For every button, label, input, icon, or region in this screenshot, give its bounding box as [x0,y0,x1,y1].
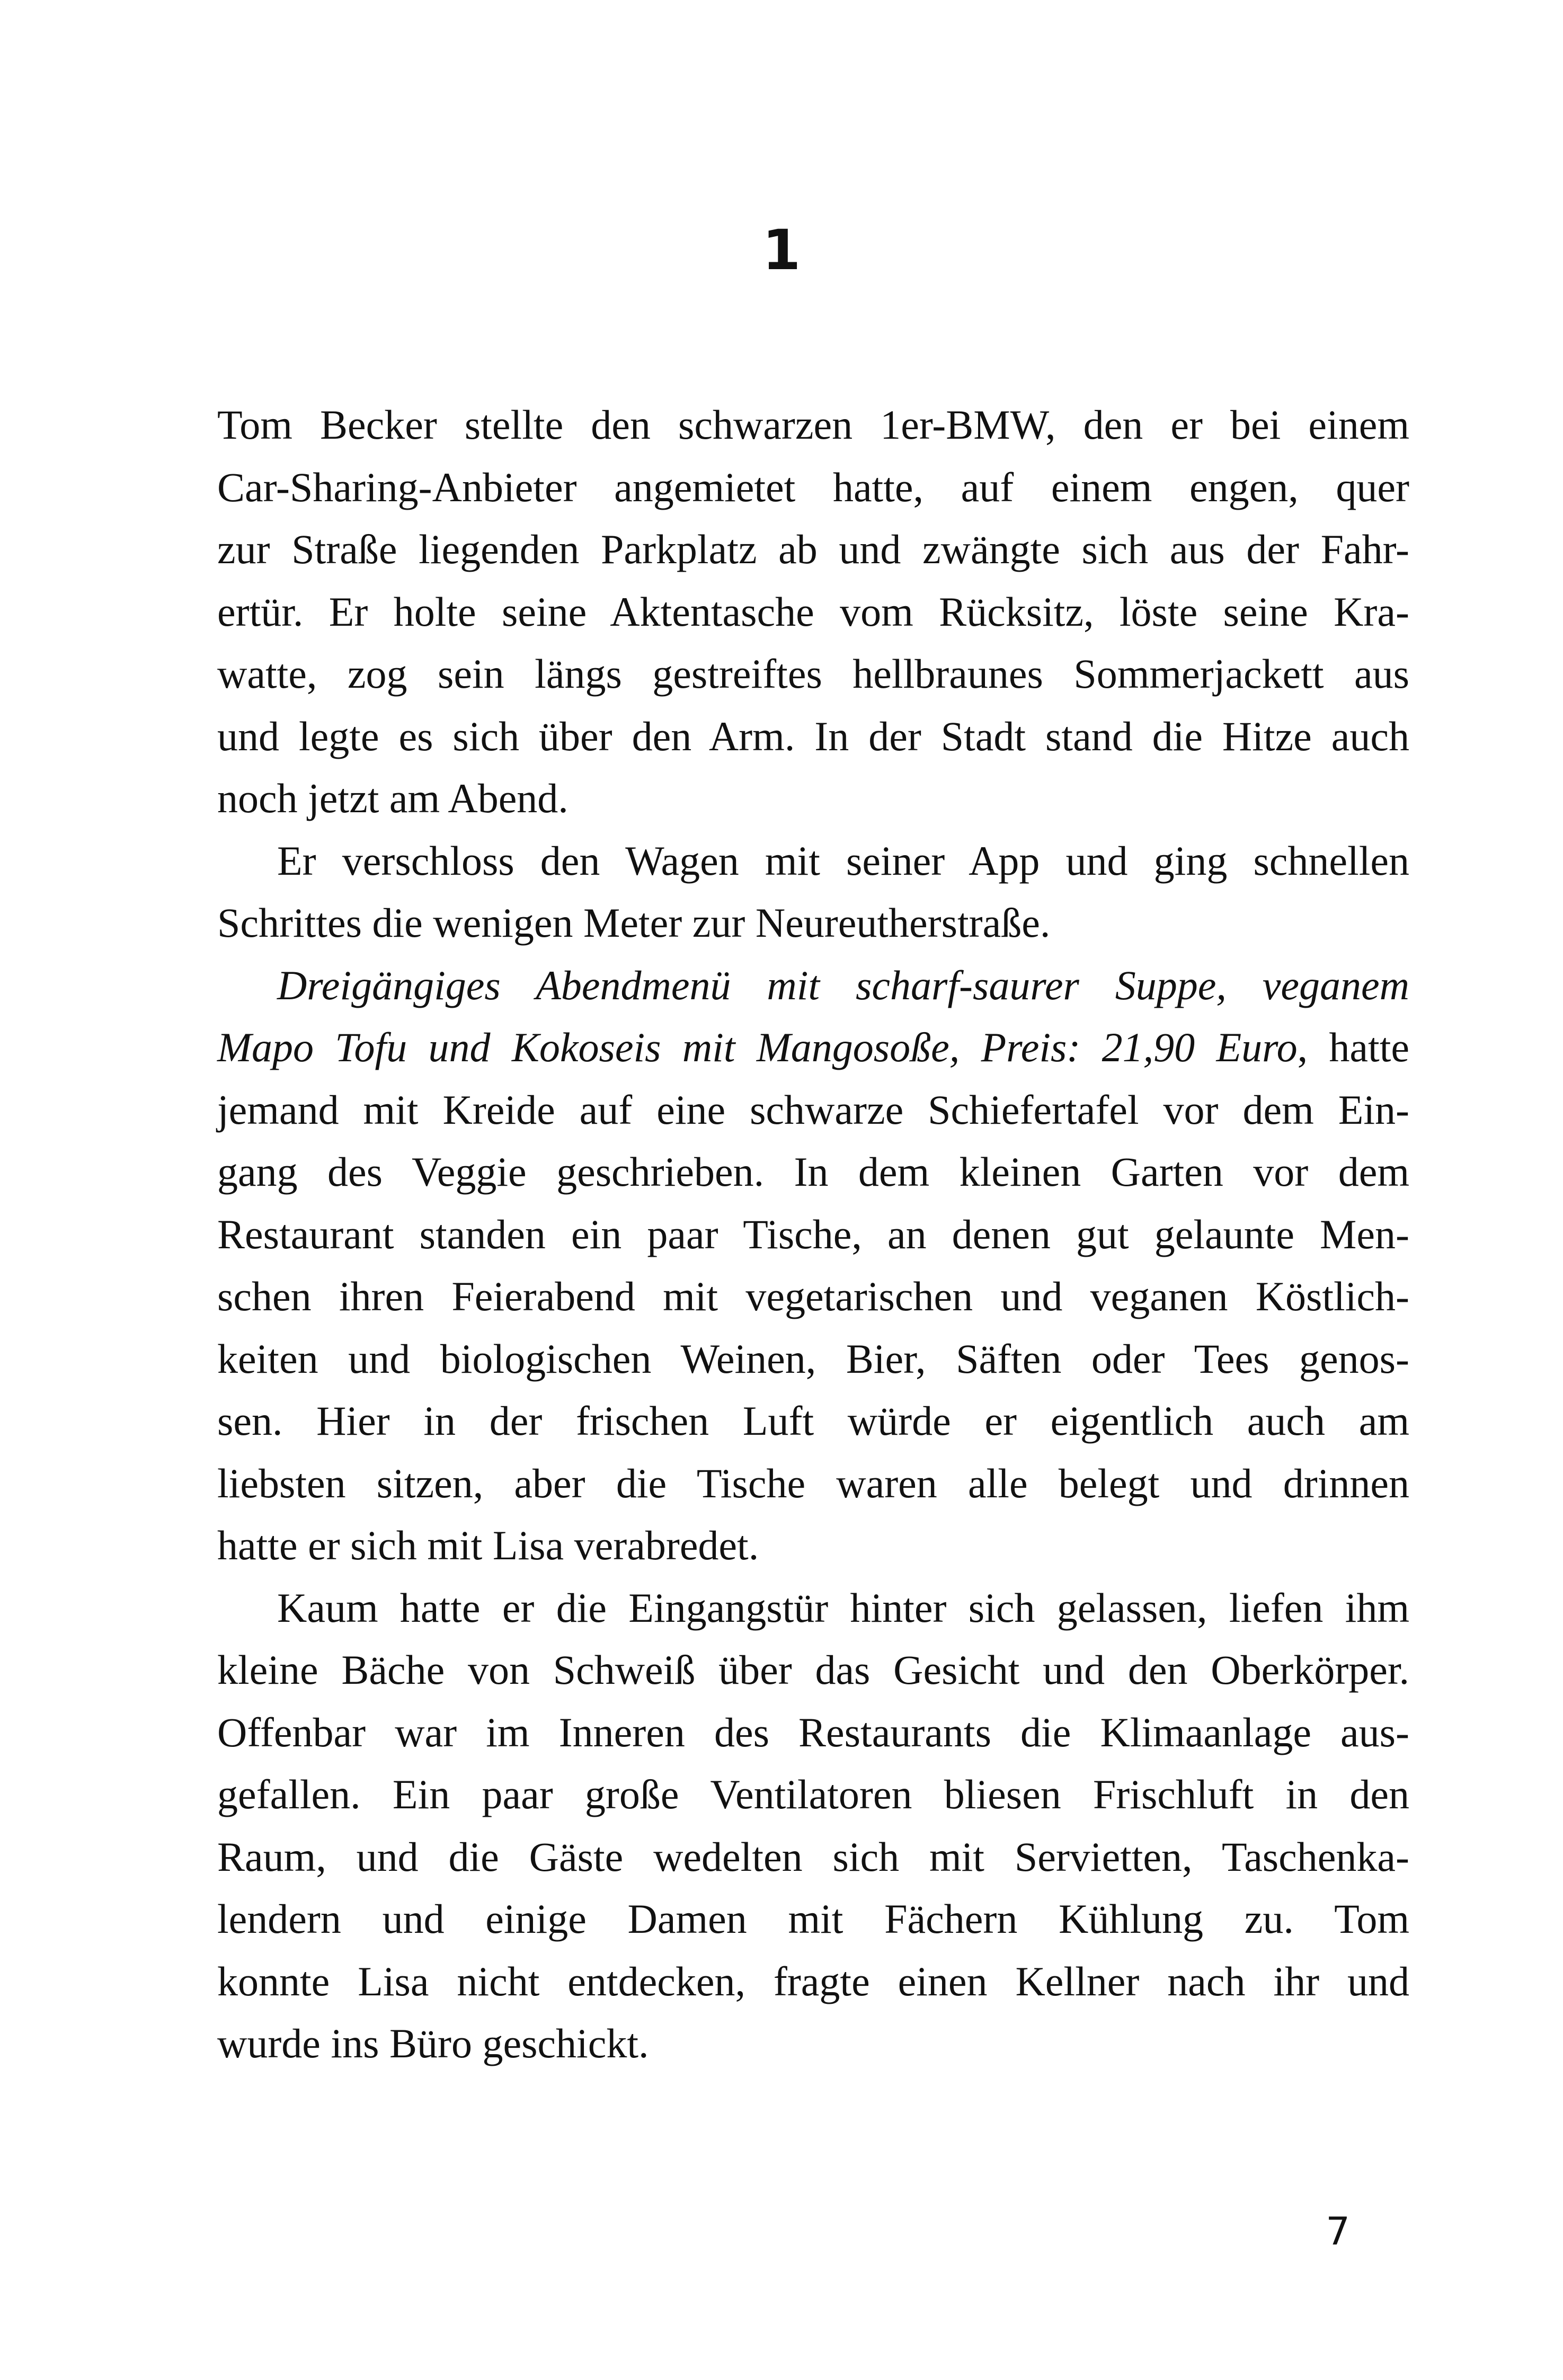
text-line: Offenbar war im Inneren des Restaurants die Klimaanlage aus- [217,1709,1409,1755]
text-line [217,1016,1409,1079]
text-line: und legte es sich über den Arm. In der Stadt stand die Hitze auch [217,713,1409,759]
text-line: sen. Hier in der frischen Luft würde er eigentlich auch am [217,1398,1409,1444]
text-line: gefallen. Ein paar große Ventilatoren bliesen Frischluft in den [217,1771,1409,1817]
text-line: zur Straße liegenden Parkplatz ab und zwängte sich aus der Fahr- [217,526,1409,572]
text-line: Kaum hatte er die Eingangstür hinter sich gelassen, liefen ihm [277,1584,1409,1631]
text-line: konnte Lisa nicht entdecken, fragte einen Kellner nach ihr und [217,1958,1409,2004]
menu-text-italic: Mapo Tofu und Kokoseis mit Mangosoße, Preis: 21,90 Euro [217,1024,1298,1070]
text-line: Car-Sharing-Anbieter angemietet hatte, auf einem engen, quer [217,464,1409,510]
text-line: liebsten sitzen, aber die Tische waren alle belegt und drinnen [217,1460,1409,1506]
text-line: Tom Becker stellte den schwarzen 1er-BMW, den er bei einem [217,402,1409,448]
text-line: wurde ins Büro geschickt. [217,2020,649,2066]
text-line: Schrittes die wenigen Meter zur Neureutherstraße. [217,900,1051,946]
text-line: kleine Bäche von Schweiß über das Gesicht und den Oberkörper. [217,1647,1409,1693]
body-text [217,394,1409,2075]
text-line: schen ihren Feierabend mit vegetarischen und veganen Köstlich- [217,1273,1409,1319]
text-line: watte, zog sein längs gestreiftes hellbraunes Sommerjackett aus [217,651,1409,697]
text-line: jemand mit Kreide auf eine schwarze Schiefertafel vor dem Ein- [217,1086,1409,1133]
text-line: Restaurant standen ein paar Tische, an denen gut gelaunte Men- [217,1211,1409,1257]
text-line: Raum, und die Gäste wedelten sich mit Servietten, Taschenka- [217,1833,1409,1880]
chapter-number: 1 [762,218,801,282]
page-number: 7 [1326,2209,1350,2253]
text-line: ertür. Er holte seine Aktentasche vom Rücksitz, löste seine Kra- [217,588,1409,635]
text-line: hatte er sich mit Lisa verabredet. [217,1522,759,1568]
text-line: gang des Veggie geschrieben. In dem kleinen Garten vor dem [217,1149,1409,1195]
text-fragment: , hatte [1297,1024,1409,1070]
text-line: keiten und biologischen Weinen, Bier, Säften oder Tees genos- [217,1335,1409,1382]
menu-text-italic: Dreigängiges Abendmenü mit scharf-saurer Suppe, veganem [277,962,1409,1008]
text-line: noch jetzt am Abend. [217,775,569,821]
text-line: lendern und einige Damen mit Fächern Kühlung zu. Tom [217,1896,1409,1942]
text-line: Er verschloss den Wagen mit seiner App und ging schnellen [277,837,1409,884]
text-line [217,954,1409,1017]
